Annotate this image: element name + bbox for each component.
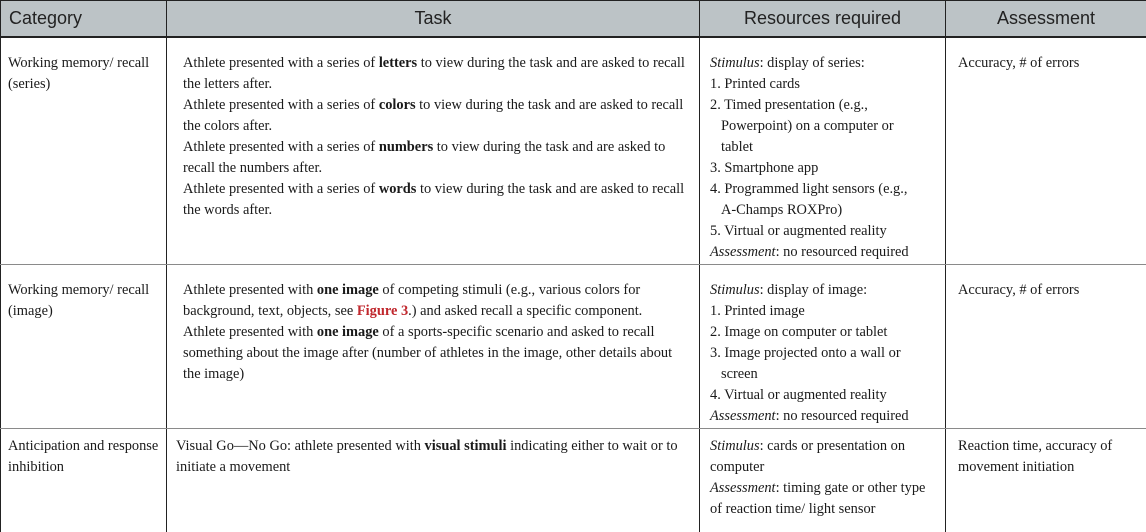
resource-item: Powerpoint) on a computer or [710,116,937,137]
resource-item: 2. Timed presentation (e.g., [710,95,937,116]
table-row [1,429,1146,532]
task-cell [167,37,700,265]
resource-item: screen [710,364,937,385]
assessment-line: Assessment: no resourced required [710,242,937,263]
resource-item: tablet [710,137,937,158]
category-cell: Anticipation and response inhibition [1,429,167,532]
task-item: Athlete presented with one image of a sports-specific scenario and asked to recall something about the image after (number of athletes in the image, other details about the image) [183,322,689,385]
assessment-cell: Reaction time, accuracy of movement initiation [946,429,1146,532]
resource-item: 2. Image on computer or tablet [710,322,937,343]
resource-item: 5. Virtual or augmented reality [710,221,937,242]
resources-cell [700,37,946,265]
resources-cell [700,429,946,532]
table-row [1,37,1146,265]
task-cell [167,429,700,532]
task-item: Athlete presented with one image of competing stimuli (e.g., various colors for background, text, objects, see Figure 3.) and asked recall a specific component. [183,280,689,322]
task-item: Visual Go—No Go: athlete presented with visual stimuli indicating either to wait or to initiate a movement [176,436,689,478]
header-resources: Resources required [700,1,946,37]
figure-3-link[interactable]: Figure 3 [357,303,408,319]
assessment-line: Assessment: no resourced required [710,406,937,427]
resource-item: 4. Virtual or augmented reality [710,385,937,406]
task-item: Athlete presented with a series of colors to view during the task and are asked to recall the colors after. [183,95,689,137]
resources-cell [700,265,946,429]
assessment-cell: Accuracy, # of errors [946,265,1146,429]
header-category: Category [1,1,167,37]
assessment-line: Assessment: timing gate or other type of reaction time/ light sensor [710,478,937,520]
category-cell: Working memory/ recall (image) [1,265,167,429]
resource-item: 4. Programmed light sensors (e.g., [710,179,937,200]
task-item: Athlete presented with a series of numbers to view during the task and are asked to recall the numbers after. [183,137,689,179]
resource-item: 1. Printed image [710,301,937,322]
resource-item: A-Champs ROXPro) [710,200,937,221]
task-cell [167,265,700,429]
header-task: Task [167,1,700,37]
header-row [1,1,1146,37]
task-item: Athlete presented with a series of words to view during the task and are asked to recall the words after. [183,179,689,221]
resource-item: 3. Smartphone app [710,158,937,179]
stimulus-line: Stimulus: display of image: [710,280,937,301]
task-item: Athlete presented with a series of letters to view during the task and are asked to recall the letters after. [183,53,689,95]
stimulus-line: Stimulus: cards or presentation on computer [710,436,937,478]
header-assessment: Assessment [946,1,1146,37]
category-cell: Working memory/ recall (series) [1,37,167,265]
assessment-cell: Accuracy, # of errors [946,37,1146,265]
stimulus-line: Stimulus: display of series: [710,53,937,74]
resource-item: 3. Image projected onto a wall or [710,343,937,364]
table-row [1,265,1146,429]
resource-item: 1. Printed cards [710,74,937,95]
